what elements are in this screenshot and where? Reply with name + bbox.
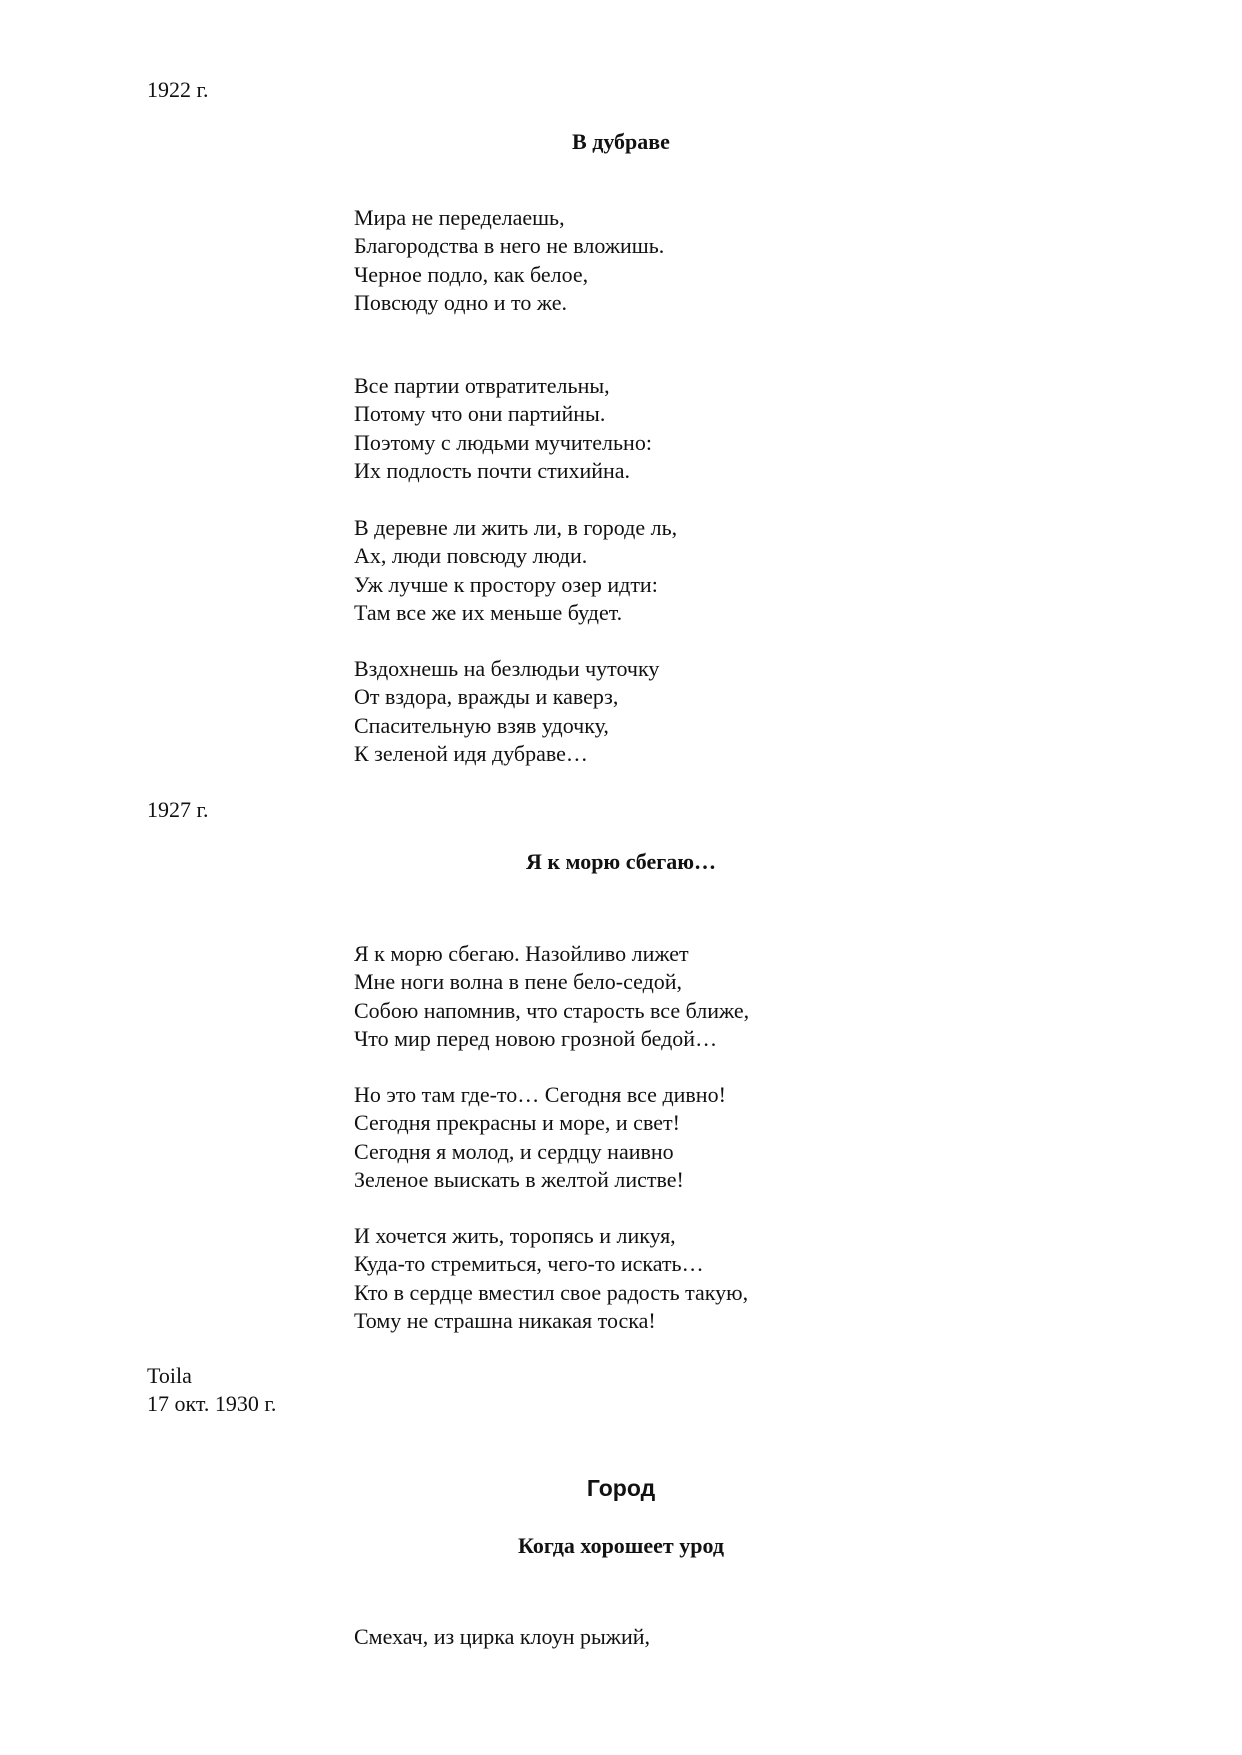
poem-date: 1922 г. <box>147 77 209 102</box>
stanza <box>354 204 664 317</box>
verse-line: Что мир перед новою грозной бедой… <box>354 1025 718 1051</box>
verse-line: От вздора, вражды и каверз, <box>354 684 619 710</box>
section-title: Город <box>586 1475 656 1501</box>
verse-line: Мне ноги волна в пене бело-седой, <box>354 969 683 995</box>
verse-line: Сегодня я молод, и сердцу наивно <box>354 1138 674 1164</box>
poem-date: 17 окт. 1930 г. <box>147 1391 277 1416</box>
poem-title: В дубраве <box>572 129 670 154</box>
verse-line: Поэтому с людьми мучительно: <box>354 429 652 455</box>
verse-line: Я к морю сбегаю. Назойливо лижет <box>354 941 689 966</box>
verse-line: В деревне ли жить ли, в городе ль, <box>354 515 678 540</box>
verse-line: Все партии отвратительны, <box>354 373 610 398</box>
verse-line: Их подлость почти стихийна. <box>354 457 631 483</box>
verse-line: К зеленой идя дубраве… <box>354 740 588 766</box>
stanza <box>354 655 659 768</box>
stanza <box>354 1222 748 1335</box>
stanza <box>354 1081 726 1194</box>
poem-title: Я к морю сбегаю… <box>525 849 717 874</box>
verse-line: И хочется жить, торопясь и ликуя, <box>354 1223 676 1248</box>
poem-title: Когда хорошеет урод <box>518 1533 724 1558</box>
poem-date: 1927 г. <box>147 797 209 822</box>
verse-line: Ах, люди повсюду люди. <box>354 543 588 569</box>
verse-line: Зеленое выискать в желтой листве! <box>354 1166 684 1192</box>
verse-line: Потому что они партийны. <box>354 401 606 427</box>
poem-place: Toila <box>147 1363 192 1388</box>
stanza <box>354 940 749 1053</box>
verse-line: Там все же их меньше будет. <box>354 599 623 625</box>
verse-line: Кто в сердце вместил свое радость такую, <box>354 1279 749 1305</box>
verse-line: Куда-то стремиться, чего-то искать… <box>354 1251 704 1277</box>
verse-line: Собою напомнив, что старость все ближе, <box>354 997 750 1023</box>
verse-line: Смехач, из цирка клоун рыжий, <box>354 1624 650 1649</box>
verse-line: Сегодня прекрасны и море, и свет! <box>354 1110 680 1136</box>
verse-line: Спасительную взяв удочку, <box>354 712 609 738</box>
verse-line: Черное подло, как белое, <box>354 261 589 287</box>
stanza <box>354 514 677 627</box>
stanza <box>354 372 652 485</box>
verse-line: Но это там где-то… Сегодня все дивно! <box>354 1082 726 1107</box>
stanza <box>354 1623 650 1651</box>
verse-line: Повсюду одно и то же. <box>354 289 568 315</box>
verse-line: Тому не страшна никакая тоска! <box>354 1307 656 1333</box>
verse-line: Благородства в него не вложишь. <box>354 233 665 259</box>
verse-line: Уж лучше к простору озер идти: <box>354 571 658 597</box>
verse-line: Мира не переделаешь, <box>354 205 565 230</box>
verse-line: Вздохнешь на безлюдьи чуточку <box>354 656 660 681</box>
